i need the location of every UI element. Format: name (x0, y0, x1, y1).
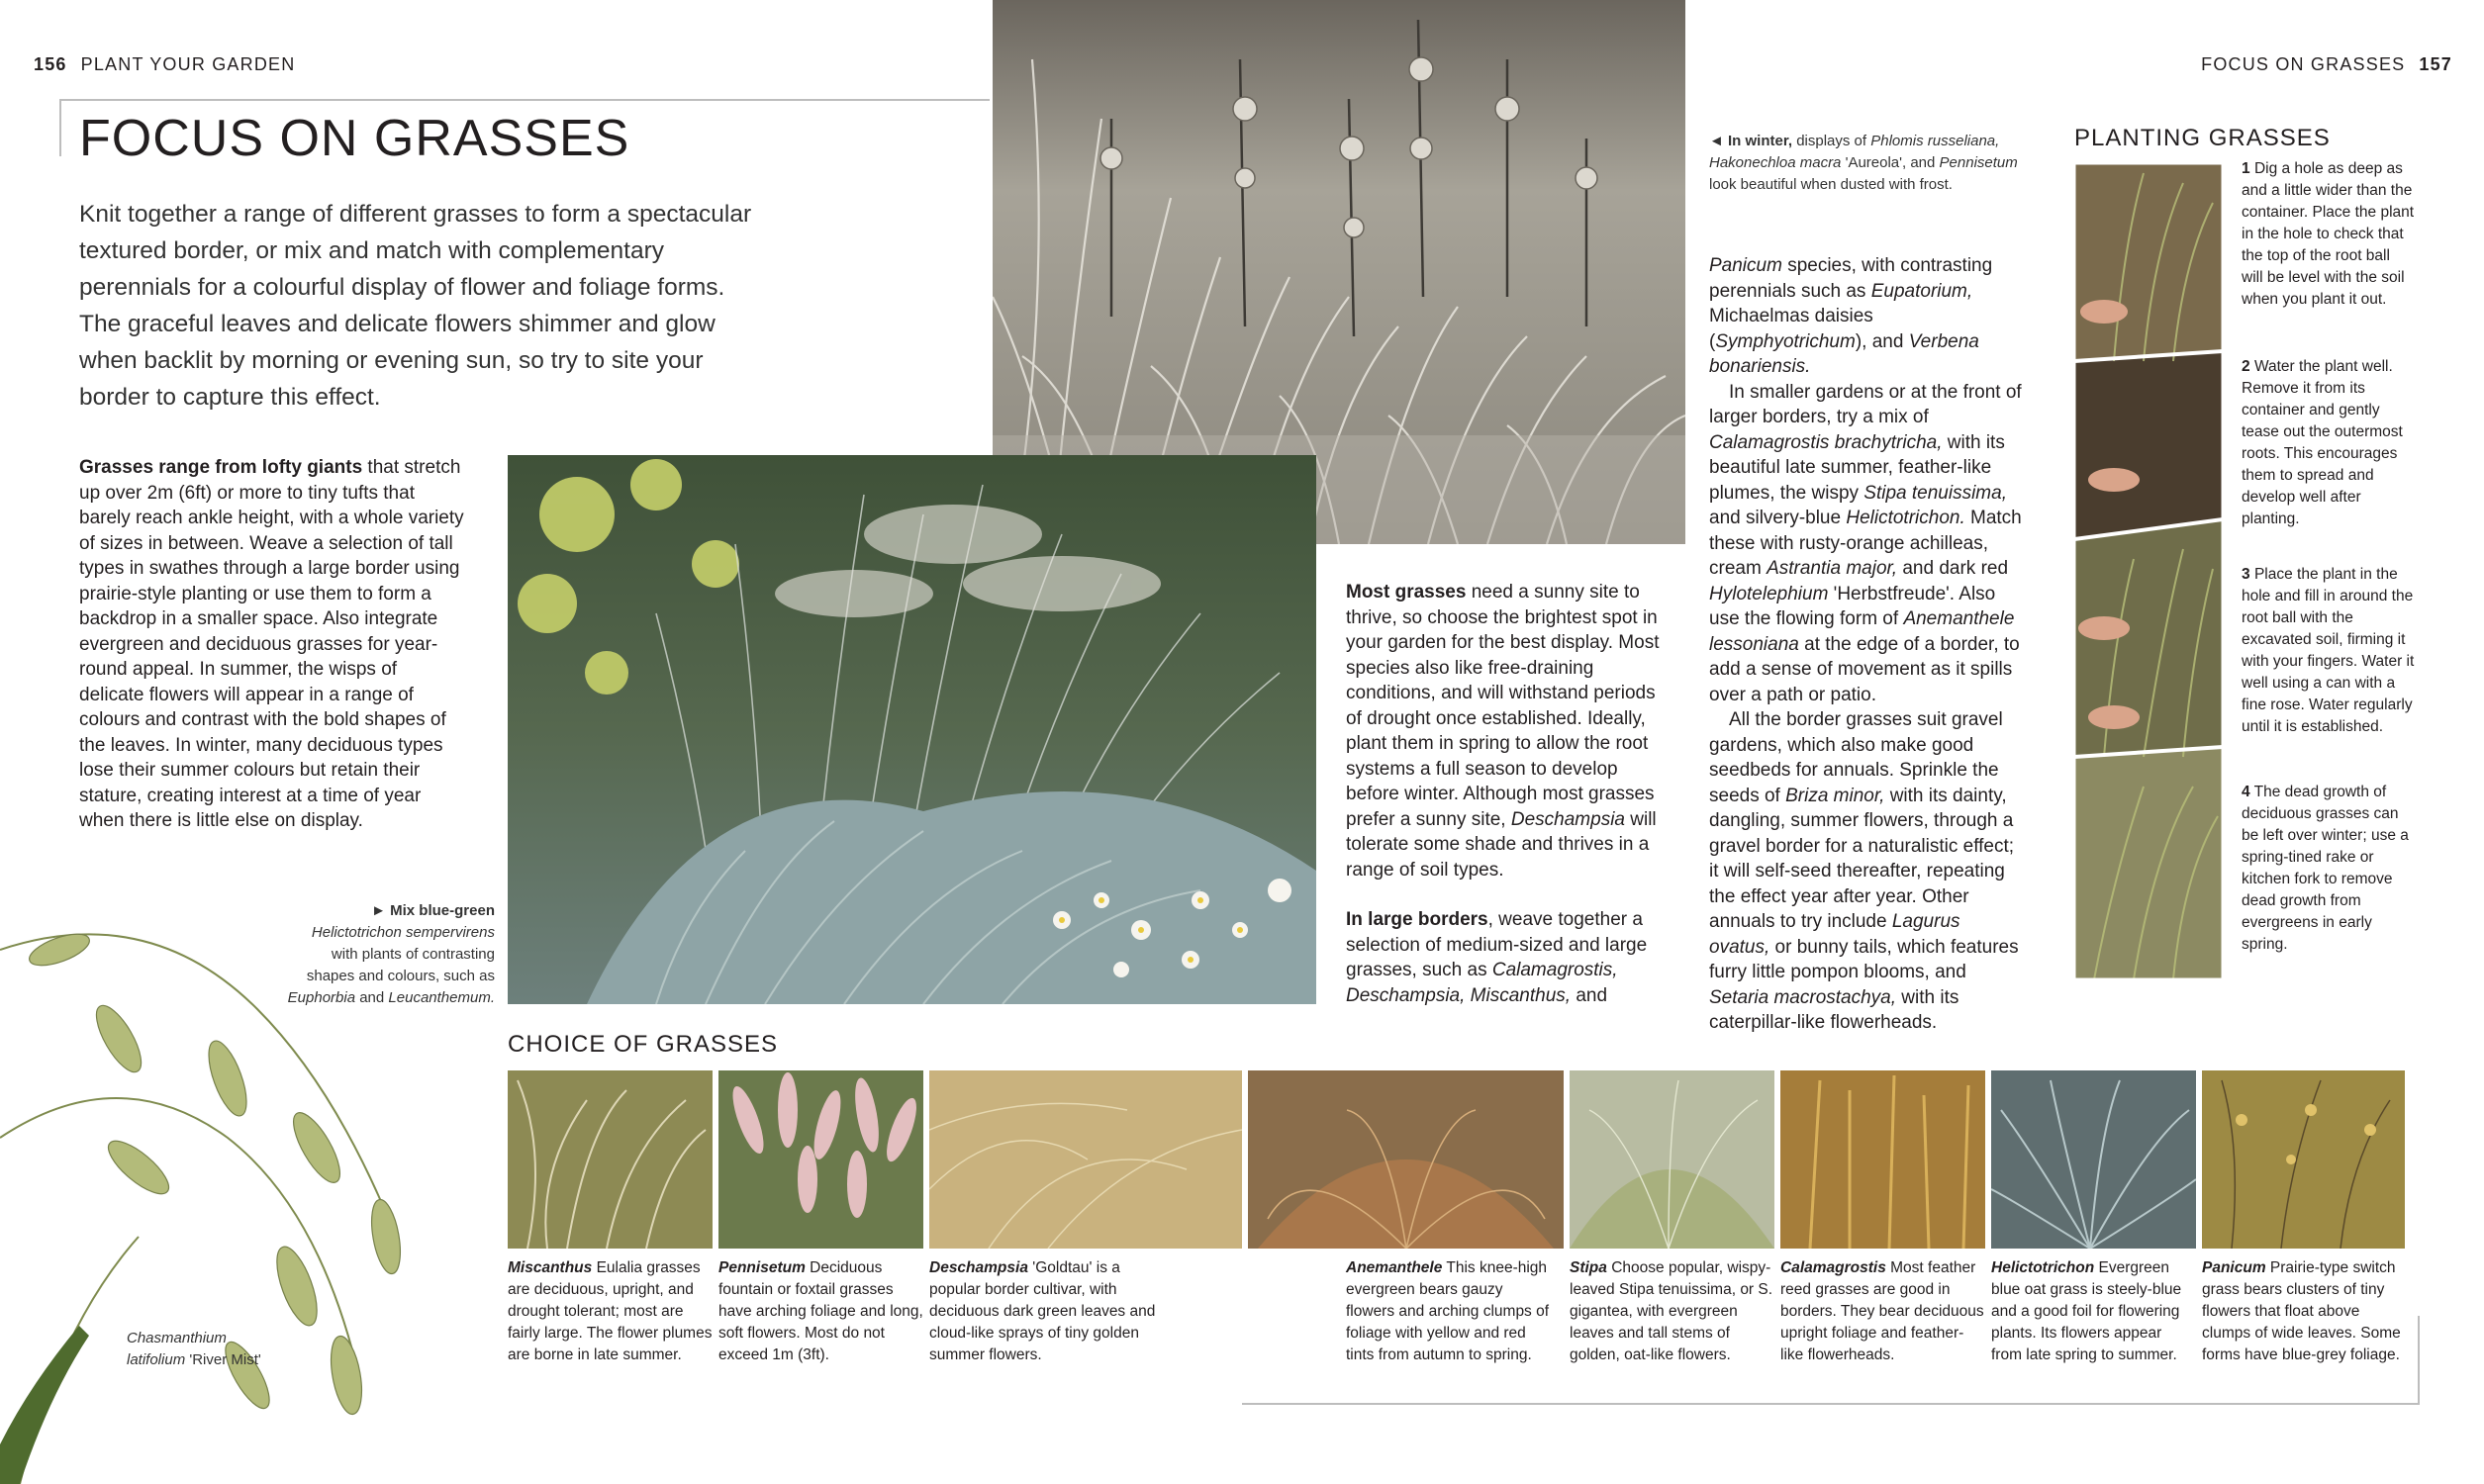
section-name-left: PLANT YOUR GARDEN (80, 54, 296, 74)
col4-c1: All the border grasses suit gravel gardens, which also make good seedbeds for annuals. Sprinkle the seeds of (1709, 709, 2003, 806)
planting-step-1 (2242, 158, 2415, 311)
col4-c2: with its dainty, dangling, summer flowers, through a gravel border for a naturalistic effect; it will self-seed thereafter, repeating the effect year after year. Other annuals to try include (1709, 785, 2015, 932)
panicum-name: Panicum (2202, 1259, 2266, 1276)
col4-para-c (1709, 707, 2026, 1036)
deschampsia-cultivar: 'Goldtau' (1027, 1259, 1093, 1276)
col4-a2: Michaelmas daisies ( (1709, 306, 1873, 352)
col4-c-i3: Setaria macrostachya, (1709, 986, 1897, 1008)
col4-b6: 'Herbstfreude'. Also use the flowing form of (1709, 583, 1996, 629)
tile-stipa (1570, 1070, 1774, 1249)
tile-deschampsia (929, 1070, 1242, 1249)
caption-winter-i2: Hakonechloa macra (1709, 154, 1842, 171)
body-col4 (1709, 253, 2026, 1036)
section-name-right: FOCUS ON GRASSES (2201, 54, 2406, 74)
planting-steps-photos (2074, 163, 2223, 979)
step-3-number: 3 (2242, 566, 2250, 583)
caption-mix-l5a: Euphorbia (287, 989, 356, 1006)
caption-stipa (1570, 1257, 1774, 1366)
page-title: FOCUS ON GRASSES (79, 110, 630, 167)
deschampsia-name: Deschampsia (929, 1259, 1028, 1276)
caption-winter-lead: ◄ In winter, (1709, 133, 1793, 149)
col4-b-i5: Hylotelephium (1709, 583, 1829, 604)
helictotrichon-name: Helictotrichon (1991, 1259, 2095, 1276)
col4-b7: at the edge of a border, to add a sense of movement as it spills over a path or patio. (1709, 633, 2020, 705)
caption-mix-l4: shapes and colours, such as (306, 968, 495, 984)
caption-mix-l2: Helictotrichon sempervirens (311, 924, 495, 941)
caption-winter-i3: Pennisetum (1939, 154, 2018, 171)
col4-b2: with its beautiful late summer, feather-like plumes, the wispy (1709, 431, 2005, 504)
caption-chasm-l2b: 'River Mist' (185, 1351, 261, 1368)
title-rule-vertical (59, 99, 61, 156)
caption-anemanthele (1346, 1257, 1554, 1366)
body-col3 (1346, 580, 1663, 1008)
col1-lead: Grasses range from lofty giants (79, 457, 363, 478)
caption-mix-blue-green (247, 900, 495, 1009)
caption-winter-i1: Phlomis russeliana, (1870, 133, 2000, 149)
panicum-text: Prairie-type switch grass bears clusters of tiny flowers that float above clumps of wide leaves. Some forms have blue-grey foliage. (2202, 1259, 2401, 1363)
tile-pennisetum (718, 1070, 923, 1249)
tile-miscanthus (508, 1070, 713, 1249)
folio-right (2201, 54, 2452, 75)
col4-b-i6: Anemanthele lessoniana (1709, 608, 2015, 655)
planting-step-4 (2242, 782, 2420, 956)
col3-p2-lead: In large borders (1346, 909, 1488, 930)
planting-heading: PLANTING GRASSES (2074, 125, 2331, 151)
caption-pennisetum (718, 1257, 923, 1366)
caption-mix-l5c: Leucanthemum. (388, 989, 495, 1006)
miscanthus-text: Eulalia grasses are deciduous, upright, and drought tolerant; most are fairly large. The flower plumes are borne in late summer. (508, 1259, 713, 1363)
col3-para1 (1346, 580, 1663, 882)
caption-calamagrostis (1780, 1257, 1985, 1366)
body-col1 (79, 455, 465, 834)
col4-a3: ), and (1855, 330, 1909, 352)
col4-b4: Match these with rusty-orange achilleas, cream (1709, 508, 2022, 579)
col4-c4: with its caterpillar-like flowerheads. (1709, 986, 1959, 1033)
step-1-number: 1 (2242, 160, 2250, 177)
caption-winter-t2: 'Aureola', and (1841, 154, 1940, 171)
calamagrostis-text: Most feather reed grasses are good in borders. They bear deciduous upright foliage and feather-like flowerheads. (1780, 1259, 1984, 1363)
title-rule (59, 99, 990, 101)
col4-c-i1: Briza minor, (1785, 785, 1885, 806)
step-1-text: Dig a hole as deep as and a little wider than the container. Place the plant in the hole to check that the top of the root ball will be level with the soil when you plant it out. (2242, 160, 2415, 308)
col4-b-i3: Helictotrichon. (1846, 508, 1965, 528)
step-2-text: Water the plant well. Remove it from its container and gently tease out the outermost roots. This encourages them to spread and develop well after planting. (2242, 358, 2403, 527)
col4-b-i4: Astrantia major, (1767, 558, 1898, 579)
col3-p1-end: will tolerate some shade and thrives in a range of soil types. (1346, 808, 1657, 881)
calamagrostis-name: Calamagrostis (1780, 1259, 1886, 1276)
choice-heading: CHOICE OF GRASSES (508, 1031, 779, 1058)
caption-chasm-l1: Chasmanthium (127, 1330, 227, 1346)
col4-a-i4: Verbena bonariensis. (1709, 330, 1979, 377)
bottom-rule-vertical (2418, 1316, 2420, 1405)
anemanthele-text: This knee-high evergreen bears gauzy flowers and arching clumps of foliage with yellow and red tints from autumn to spring. (1346, 1259, 1550, 1363)
caption-chasm-l2a: latifolium (127, 1351, 186, 1368)
col4-a-i3: Symphyotrichum (1715, 330, 1856, 352)
caption-mix-l3: with plants of contrasting (331, 946, 495, 963)
tile-calamagrostis (1780, 1070, 1985, 1249)
pennisetum-name: Pennisetum (718, 1259, 806, 1276)
intro-paragraph: Knit together a range of different grasses to form a spectacular textured border, or mix and match with complementary perennials for a colourful display of flower and foliage forms. The graceful leaves and delicate flowers shimmer and glow when backlit by morning or evening sun, so try to site your border to capture this effect. (79, 201, 752, 411)
miscanthus-name: Miscanthus (508, 1259, 593, 1276)
bottom-rule (1242, 1403, 2420, 1405)
step-4-number: 4 (2242, 784, 2250, 800)
caption-mix-lead: ► Mix blue-green (371, 902, 495, 919)
caption-in-winter (1709, 131, 2036, 196)
caption-mix-l5b: and (355, 989, 389, 1006)
col4-b-i2: Stipa tenuissima, (1863, 482, 2007, 504)
col1-text: that stretch up over 2m (6ft) or more to tiny tufts that barely reach ankle height, with a whole variety of sizes in between. Weave a selection of tall types in swathes through a large border using prairie-style planting or use them to form a backdrop in a smaller space. Also integrate evergreen and deciduous grasses for year-round appeal. In summer, the wisps of delicate flowers will appear in a range of colours and contrast with the bold shapes of the leaves. In winter, many deciduous types lose their summer colours but retain their stature, creating interest at a time of year when there is little else on display. (79, 457, 464, 831)
tile-anemanthele (1248, 1070, 1564, 1249)
col4-b3: and silvery-blue (1709, 508, 1847, 528)
caption-winter-t3: look beautiful when dusted with frost. (1709, 176, 1953, 193)
pennisetum-text: Deciduous fountain or foxtail grasses have arching foliage and long, soft flowers. Most do not exceed 1m (3ft). (718, 1259, 923, 1363)
step-2-number: 2 (2242, 358, 2250, 375)
caption-panicum (2202, 1257, 2405, 1366)
col4-para-a (1709, 253, 2026, 380)
col4-b1: In smaller gardens or at the front of larger borders, try a mix of (1709, 381, 2022, 427)
col4-c3: or bunny tails, which features furry little pompon blooms, and (1709, 936, 2019, 982)
step-4-text: The dead growth of deciduous grasses can be left over winter; use a spring-tined rake or kitchen fork to remove dead growth from evergreens in early spring. (2242, 784, 2409, 953)
col4-b5: and dark red (1897, 558, 2009, 579)
mixed-border-photo (508, 455, 1316, 1004)
col4-a-i: Panicum (1709, 255, 1782, 276)
col3-p1-italic: Deschampsia (1510, 808, 1625, 830)
stipa-text: Choose popular, wispy-leaved Stipa tenuissima, or S. gigantea, with evergreen leaves and tall stems of golden, oat-like flowers. (1570, 1259, 1773, 1363)
deschampsia-text: is a popular border cultivar, with deciduous dark green leaves and cloud-like sprays of tiny golden summer flowers. (929, 1259, 1156, 1363)
caption-miscanthus (508, 1257, 713, 1366)
col4-c-i2: Lagurus ovatus, (1709, 911, 1960, 958)
anemanthele-name: Anemanthele (1346, 1259, 1443, 1276)
caption-winter-t1: displays of (1792, 133, 1871, 149)
planting-step-2 (2242, 356, 2415, 530)
col4-a-i2: Eupatorium, (1870, 280, 1973, 302)
caption-helictotrichon (1991, 1257, 2196, 1366)
col3-p2-end: and (1571, 984, 1608, 1006)
caption-deschampsia (929, 1257, 1157, 1366)
helictotrichon-text: Evergreen blue oat grass is steely-blue and a good foil for flowering plants. Its flowers appear from late spring to summer. (1991, 1259, 2182, 1363)
col3-para2 (1346, 907, 1663, 1008)
planting-step-3 (2242, 564, 2415, 738)
col3-p2-italic: Calamagrostis, Deschampsia, Miscanthus, (1346, 960, 1618, 1006)
tile-panicum (2202, 1070, 2405, 1249)
page-number-left: 156 (34, 54, 67, 74)
col4-para-b (1709, 380, 2026, 708)
col3-p1-lead: Most grasses (1346, 582, 1467, 603)
page-number-right: 157 (2419, 54, 2452, 74)
col3-p2-text: , weave together a selection of medium-sized and large grasses, such as (1346, 909, 1648, 980)
folio-left (34, 54, 295, 75)
step-3-text: Place the plant in the hole and fill in around the root ball with the excavated soil, firming it with your fingers. Water it well using a can with a fine rose. Water regularly until it is established. (2242, 566, 2415, 735)
stipa-name: Stipa (1570, 1259, 1607, 1276)
col4-a1: species, with contrasting perennials such as (1709, 255, 1993, 302)
caption-chasmanthium (127, 1328, 325, 1371)
col4-b-i1: Calamagrostis brachytricha, (1709, 431, 1943, 453)
tile-helictotrichon (1991, 1070, 2196, 1249)
col3-p1-text: need a sunny site to thrive, so choose the brightest spot in your garden for the best display. Most species also like free-draining conditions, and will withstand periods of drought once established. Ideally, plant them in spring to allow the root systems a full season to develop before winter. Although most grasses prefer a sunny site, (1346, 582, 1660, 830)
